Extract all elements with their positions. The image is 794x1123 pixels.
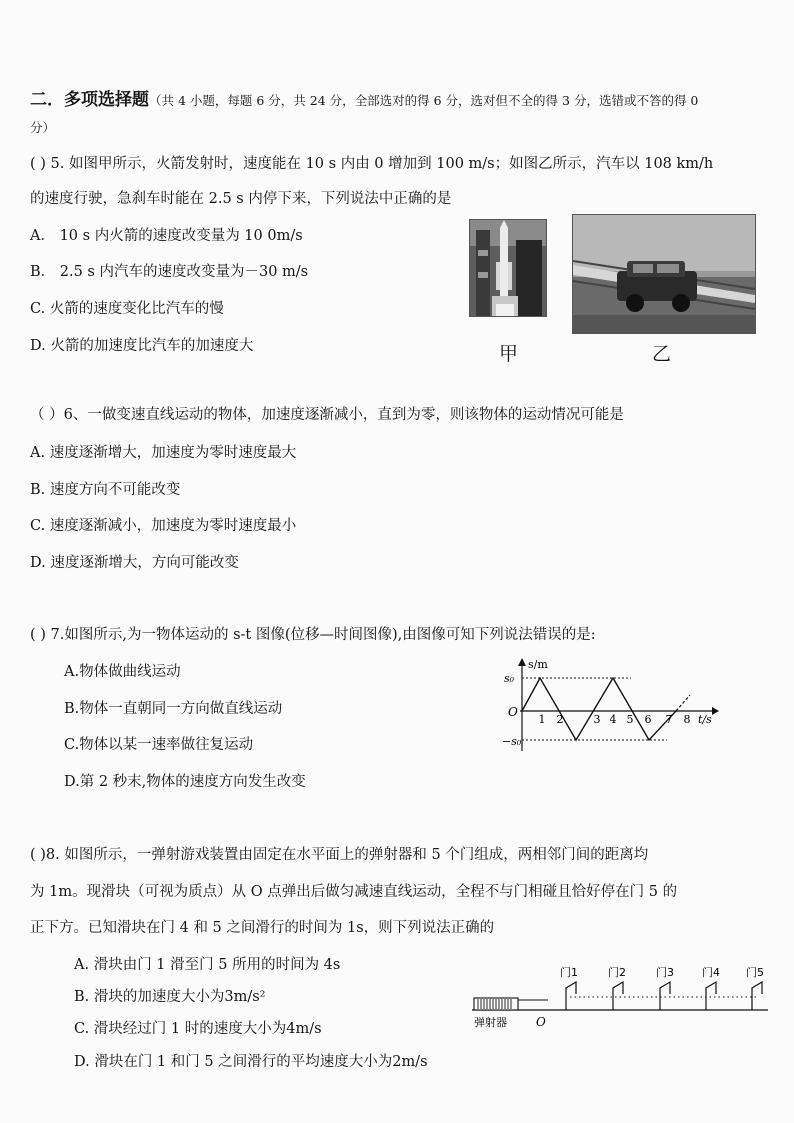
st-curve-tail (676, 695, 690, 711)
gate-2 (608, 965, 626, 1010)
diagram-origin: O (536, 1015, 546, 1029)
caption-jia: 甲 (499, 343, 519, 365)
t-ticks (539, 713, 691, 726)
q7-option-d: D.第 2 秒末,物体的速度方向发生改变 (64, 774, 306, 790)
q8-stem-line1: ( )8. 如图所示，一弹射游戏装置由固定在水平面上的弹射器和 5 个门组成，两相邻门间的距离均 (30, 847, 649, 863)
section-note-cont: 分） (30, 120, 56, 135)
q8-option-d: D. 滑块在门 1 和门 5 之间滑行的平均速度大小为2m/s (74, 1054, 428, 1070)
t-axis-arrow (712, 707, 719, 715)
section-header (30, 90, 698, 111)
rocket-photo (469, 219, 547, 317)
t-axis-label: t/s (698, 713, 712, 726)
q6-option-c: C. 速度逐渐减小，加速度为零时速度最小 (30, 518, 297, 534)
gate-5-label: 门5 (746, 966, 764, 979)
q7-stem: ( ) 7.如图所示,为一物体运动的 s-t 图像(位移—时间图像),由图像可知下列说法错误的是: (30, 627, 596, 643)
q8-stem-line2: 为 1m。现滑块（可视为质点）从 O 点弹出后做匀减速直线运动，全程不与门相碰且恰好停在门 5 的 (30, 884, 678, 900)
gate-diagram (470, 962, 772, 1034)
tick-3: 3 (593, 713, 601, 726)
caption-yi: 乙 (652, 343, 672, 365)
s0-label: s₀ (504, 672, 515, 685)
q6-option-b: B. 速度方向不可能改变 (30, 482, 181, 498)
tick-2: 2 (556, 713, 564, 726)
tick-8: 8 (683, 713, 691, 726)
q5-option-a: A． 10 s 内火箭的速度改变量为 10 0m/s (30, 228, 303, 244)
q7-option-b: B.物体一直朝同一方向做直线运动 (64, 701, 283, 717)
s-axis-arrow (518, 658, 526, 666)
q6-stem: （ ）6、一做变速直线运动的物体，加速度逐渐减小，直到为零，则该物体的运动情况可能是 (30, 407, 624, 423)
q6-option-d: D. 速度逐渐增大，方向可能改变 (30, 555, 239, 571)
q7-option-a: A.物体做曲线运动 (64, 664, 181, 680)
q5-stem-line1: ( ) 5. 如图甲所示，火箭发射时，速度能在 10 s 内由 0 增加到 100 m/s；如图乙所示，汽车以 108 km/h (30, 156, 714, 172)
s-axis-label: s/m (528, 658, 548, 671)
neg-s0-label: −s₀ (502, 735, 522, 748)
st-curve (522, 678, 676, 740)
gate-4 (702, 965, 720, 1010)
q8-option-b: B. 滑块的加速度大小为3m/s² (74, 989, 266, 1005)
q5-option-d: D. 火箭的加速度比汽车的加速度大 (30, 338, 254, 354)
gate-3 (656, 965, 674, 1010)
tick-4: 4 (609, 713, 617, 726)
tick-5: 5 (626, 713, 634, 726)
q8-stem-line3: 正下方。已知滑块在门 4 和 5 之间滑行的时间为 1s，则下列说法正确的 (30, 920, 495, 936)
q5-option-b: B． 2.5 s 内汽车的速度改变量为－30 m/s (30, 264, 309, 280)
graph-origin: O (508, 705, 518, 719)
q8-option-a: A. 滑块由门 1 滑至门 5 所用的时间为 4s (74, 957, 341, 973)
gate-5 (746, 965, 764, 1010)
section-note: （共 4 小题，每题 6 分，共 24 分，全部选对的得 6 分，选对但不全的得 3 分，选错或不答的得 0 (149, 93, 699, 108)
q8-option-c: C. 滑块经过门 1 时的速度大小为4m/s (74, 1021, 322, 1037)
st-graph (500, 655, 730, 755)
q5-option-c: C. 火箭的速度变化比汽车的慢 (30, 301, 224, 317)
q7-option-c: C.物体以某一速率做往复运动 (64, 737, 254, 753)
tick-6: 6 (644, 713, 652, 726)
gate-1-label: 门1 (560, 966, 578, 979)
gate-1 (560, 965, 578, 1010)
gate-2-label: 门2 (608, 966, 626, 979)
car-photo (572, 214, 756, 334)
section-title: 二．多项选择题 (30, 90, 149, 110)
gate-3-label: 门3 (656, 966, 674, 979)
launcher-label: 弹射器 (474, 1016, 507, 1029)
tick-1: 1 (538, 713, 546, 726)
q5-stem-line2: 的速度行驶，急刹车时能在 2.5 s 内停下来，下列说法中正确的是 (30, 191, 452, 207)
tick-7: 7 (665, 713, 673, 726)
gate-4-label: 门4 (702, 966, 720, 979)
q6-option-a: A. 速度逐渐增大，加速度为零时速度最大 (30, 445, 297, 461)
